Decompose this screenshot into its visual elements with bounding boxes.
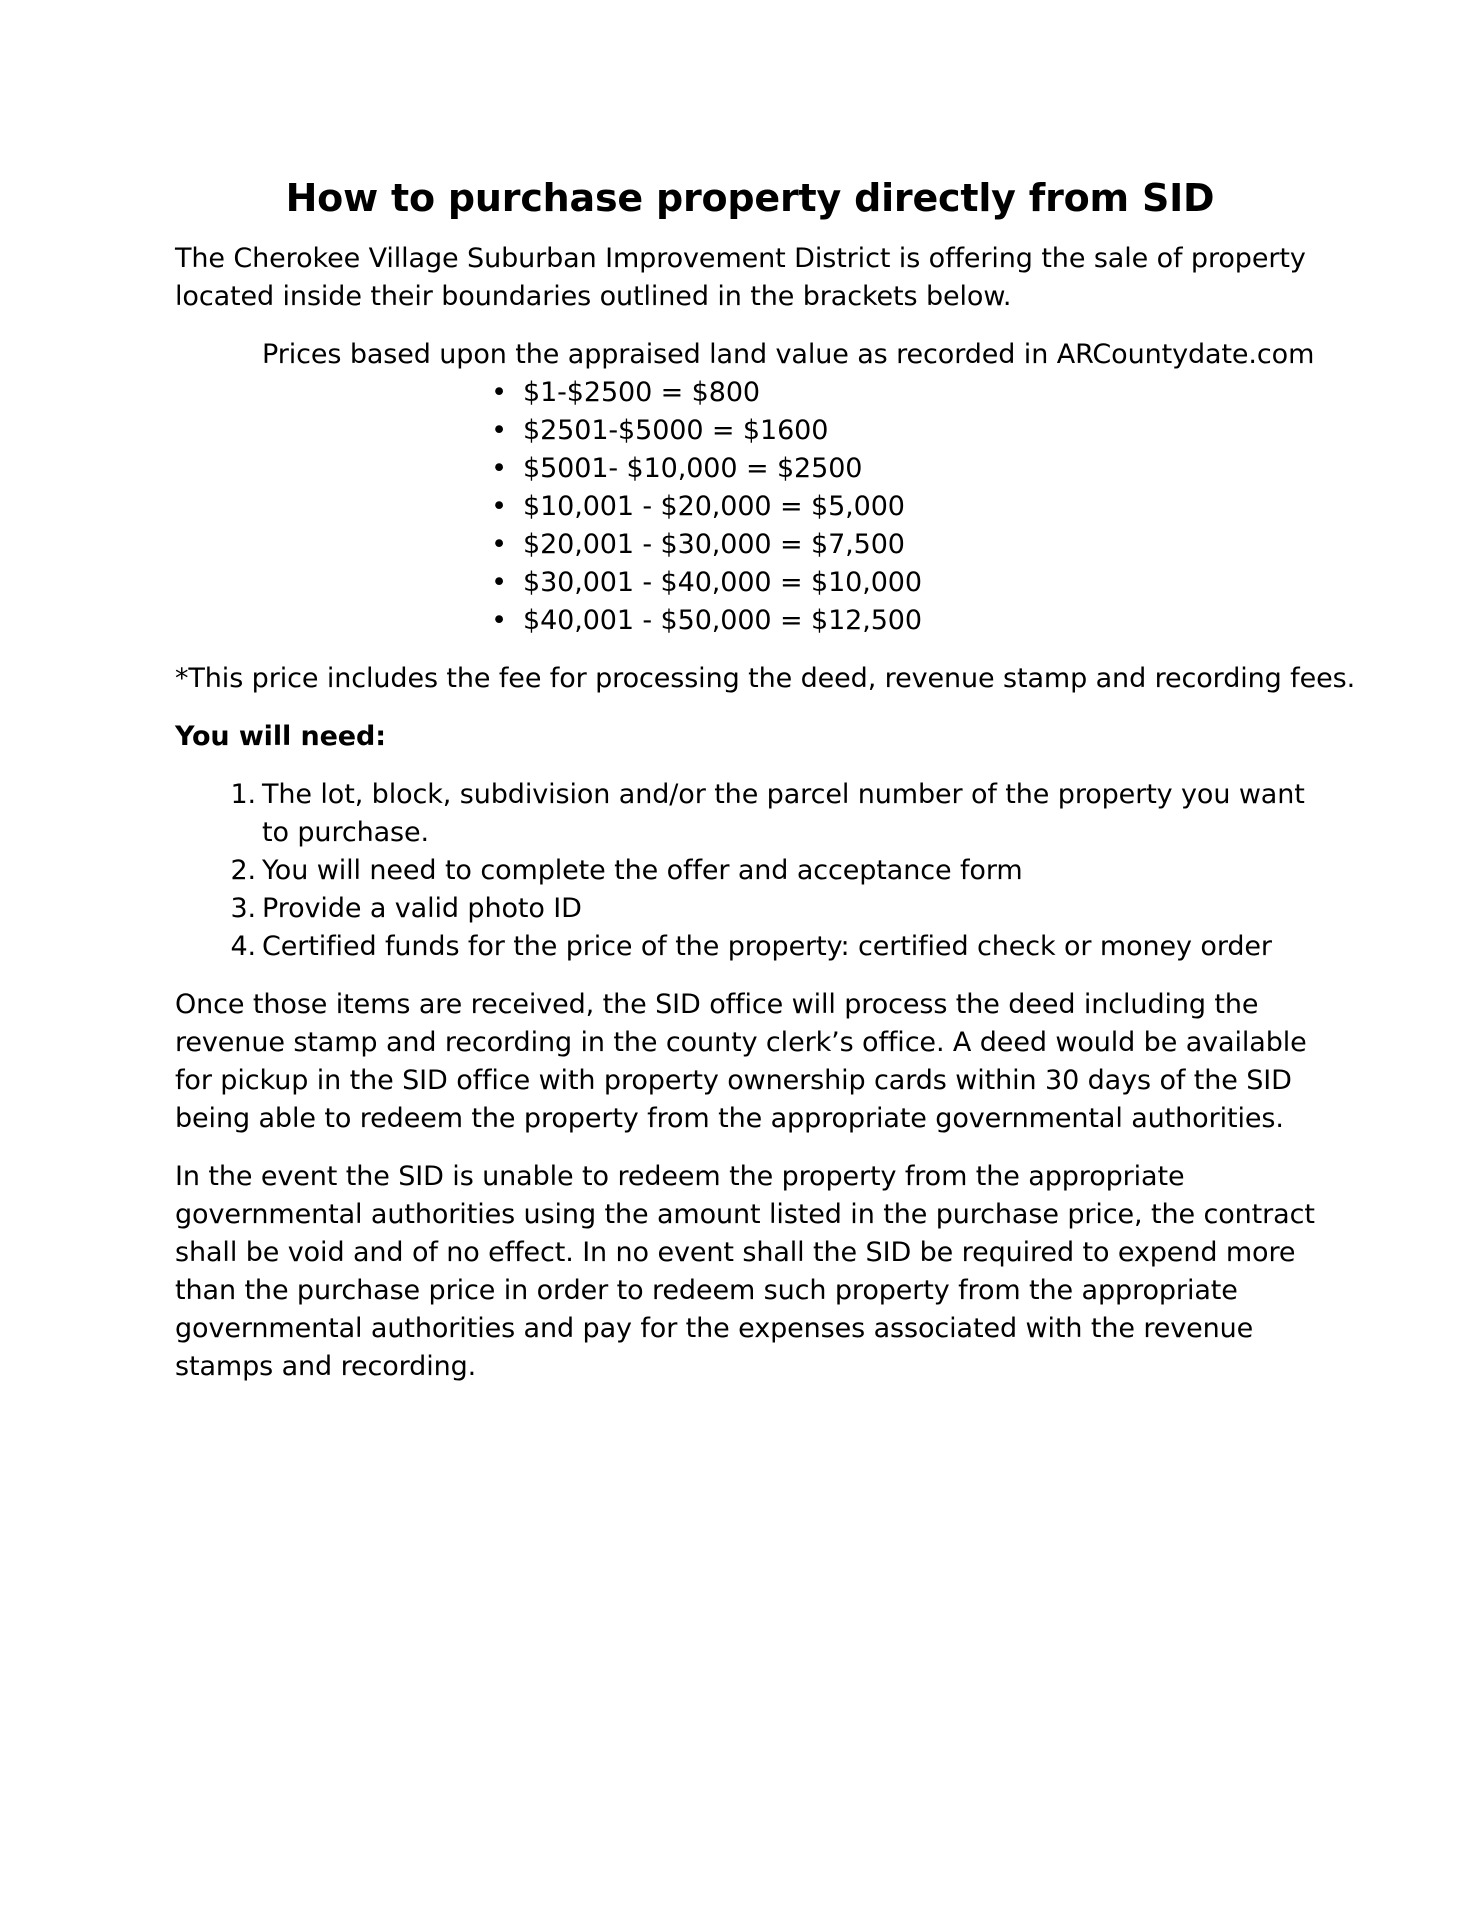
- price-bracket-text: $20,001 - $30,000 = $7,500: [523, 529, 905, 560]
- page-title: How to purchase property directly from SID: [285, 176, 1215, 220]
- requirement-item: [230, 928, 1325, 966]
- bullet-icon: •: [491, 377, 507, 408]
- requirement-text: The lot, block, subdivision and/or the parcel number of the property you want to purchase.: [262, 779, 1305, 848]
- bullet-icon: •: [491, 605, 507, 636]
- document-body: [175, 170, 1356, 1386]
- bullet-icon: •: [491, 453, 507, 484]
- price-bracket-item: [491, 602, 1325, 640]
- requirement-item: [230, 890, 1325, 928]
- requirement-number: 3.: [230, 893, 256, 924]
- requirement-number: 4.: [230, 931, 256, 962]
- void-paragraph: In the event the SID is unable to redeem the property from the appropriate governmental authorities using the amount listed in the purchase price, the contract shall be void and of no effect. In no event shall the SID be required to expend more than the purchase price in order to redeem such property from the appropriate governmental authorities and pay for the expenses associated with the revenue stamps and recording.: [175, 1161, 1315, 1382]
- price-bracket-text: $5001- $10,000 = $2500: [523, 453, 863, 484]
- requirement-text: You will need to complete the offer and acceptance form: [262, 855, 1023, 886]
- price-bracket-item: [491, 526, 1325, 564]
- price-bracket-text: $40,001 - $50,000 = $12,500: [523, 605, 922, 636]
- price-bracket-item: [491, 488, 1325, 526]
- bullet-icon: •: [491, 491, 507, 522]
- price-bracket-item: [491, 450, 1325, 488]
- requirement-item: [230, 852, 1325, 890]
- price-note: *This price includes the fee for processing the deed, revenue stamp and recording fees.: [175, 663, 1356, 694]
- requirement-text: Provide a valid photo ID: [262, 893, 582, 924]
- price-bracket-text: $1-$2500 = $800: [523, 377, 760, 408]
- price-bracket-item: [491, 374, 1325, 412]
- process-paragraph: Once those items are received, the SID office will process the deed including the revenue stamp and recording in the county clerk’s office. A deed would be available for pickup in the SID office with property ownership cards within 30 days of the SID being able to redeem the property from the appropriate governmental authorities.: [175, 989, 1307, 1134]
- price-bracket-item: [491, 564, 1325, 602]
- prices-intro: Prices based upon the appraised land value as recorded in ARCountydate.com: [262, 339, 1315, 370]
- requirement-number: 1.: [230, 779, 256, 810]
- price-bracket-list: [175, 374, 1325, 640]
- bullet-icon: •: [491, 529, 507, 560]
- intro-paragraph: The Cherokee Village Suburban Improvement District is offering the sale of property located inside their boundaries outlined in the brackets below.: [175, 243, 1306, 312]
- price-bracket-text: $2501-$5000 = $1600: [523, 415, 829, 446]
- price-bracket-item: [491, 412, 1325, 450]
- requirement-text: Certified funds for the price of the property: certified check or money order: [262, 931, 1272, 962]
- bullet-icon: •: [491, 415, 507, 446]
- requirement-number: 2.: [230, 855, 256, 886]
- need-heading: You will need:: [175, 721, 386, 752]
- price-bracket-text: $10,001 - $20,000 = $5,000: [523, 491, 905, 522]
- price-bracket-text: $30,001 - $40,000 = $10,000: [523, 567, 922, 598]
- requirement-item: [230, 776, 1325, 852]
- requirements-list: [175, 776, 1325, 966]
- bullet-icon: •: [491, 567, 507, 598]
